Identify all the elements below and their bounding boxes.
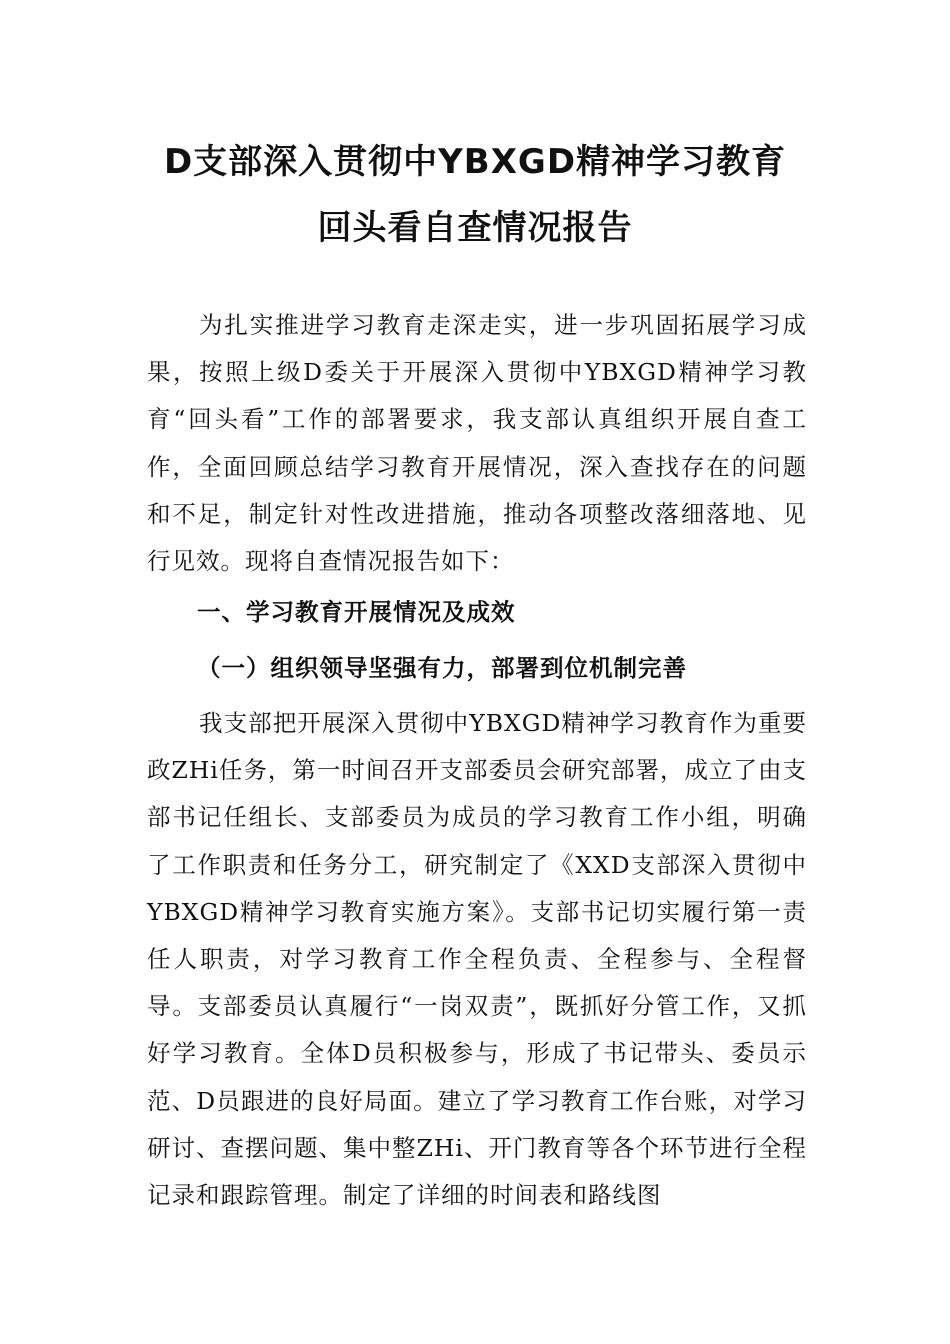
subsection-heading-1: （一）组织领导坚强有力，部署到位机制完善	[197, 654, 687, 682]
section-heading-1: 一、学习教育开展情况及成效	[197, 598, 516, 626]
body-paragraph: 我支部把开展深入贯彻中YBXGD精神学习教育作为重要政ZHi任务，第一时间召开支部委员会研究部署，成立了由支部书记任组长、支部委员为成员的学习教育工作小组，明确了工作职责和任务分工，研究制定了《XXD支部深入贯彻中YBXGD精神学习教育实施方案》。支部书记切实履行第一责任人职责，对学习教育工作全程负责、全程参与、全程督导。支部委员认真履行“一岗双责”，既抓好分管工作，又抓好学习教育。全体D员积极参与，形成了书记带头、委员示范、D员跟进的良好局面。建立了学习教育工作台账，对学习研讨、查摆问题、集中整ZHi、开门教育等各个环节进行全程记录和跟踪管理。制定了详细的时间表和路线图	[147, 709, 807, 1210]
document-title-line-1: D支部深入贯彻中YBXGD精神学习教育	[163, 142, 787, 182]
intro-paragraph: 为扎实推进学习教育走深走实，进一步巩固拓展学习成果，按照上级D委关于开展深入贯彻中YBXGD精神学习教育“回头看”工作的部署要求，我支部认真组织开展自查工作，全面回顾总结学习教育开展情况，深入查找存在的问题和不足，制定针对性改进措施，推动各项整改落细落地、见行见效。现将自查情况报告如下：	[147, 311, 807, 576]
document-title-line-2: 回头看自查情况报告	[317, 208, 633, 248]
